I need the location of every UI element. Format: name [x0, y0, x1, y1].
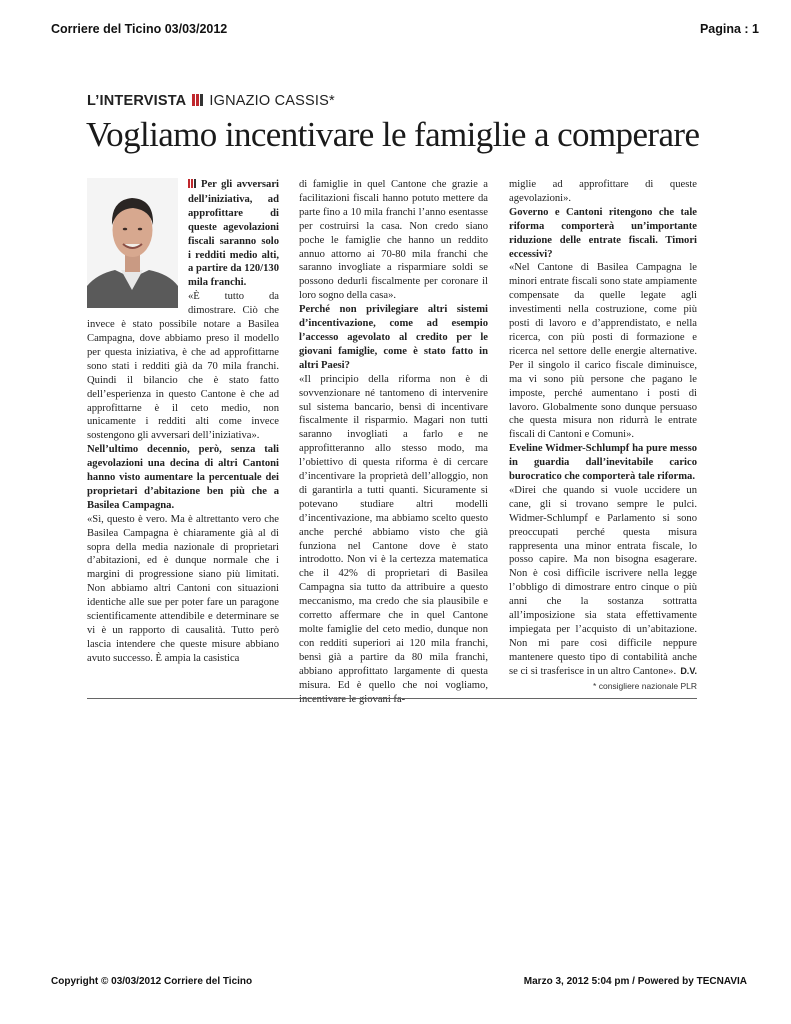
answer-2: «Sì, questo è vero. Ma è altrettanto vero che Basilea Campagna è chiaramente già al di sopra della media nazionale di proprietari d’abitazioni, ed è dunque normale che i margini di progressione siano più limitati. Non abbiamo altri Cantoni con situazioni identiche alle sue per poter fare un paragone scientificamente attendibile e determinare se vi è un rapporto di causalità. Tutto però lascia intendere che queste misure abbiano avuto successo. È ampia la casistica	[87, 513, 279, 664]
article-column-1	[87, 178, 279, 666]
answer-1: «È tutto da dimostrare. Ciò che invece è stato possibile notare a Basilea Campagna, dove abbiamo preso il modello per questa iniziativa, è che ad approfittarne sono stati i redditi già da 70 mila franchi. Quindi il bilancio che è stato fatto dell’esperienza in questo Cantone è che ad approfittarne è il ceto medio, non unicamente i redditi alti come invece sostengono gli avversari dell’iniziativa».	[87, 291, 279, 442]
page-number: Pagina : 1	[699, 22, 759, 36]
powered-by-text: Marzo 3, 2012 5:04 pm / Powered by TECNAVIA	[523, 976, 747, 987]
answer-3-continued: miglie ad approfittare di queste agevolazioni».	[509, 179, 697, 204]
footnote: * consigliere nazionale PLR	[593, 680, 697, 691]
answer-5	[509, 484, 697, 679]
page-footer	[51, 976, 747, 992]
answer-5-text: «Direi che quando si vuole uccidere un cane, gli si trovano sempre le pulci. Widmer-Schlumpf e Parlamento si sono preoccupati perché questa misura rappresenta una minor entrata fiscale, lo posso capire. Ma non bisogna esagerare. Non è così difficile iscrivere nella legge l’obbligo di dimostrare entro cinque o più anni che la sostanza sottratta all’imposizione sia stata effettivamente impiegata per l’acquisto di un’abitazione. Non mi pare così difficile neppure mantenere questo tipo di contabilità anche se ci si trasferisce in un altro Cantone».	[509, 484, 697, 677]
kicker-bars-icon	[192, 94, 204, 110]
answer-4: «Nel Cantone di Basilea Campagna le minori entrate fiscali sono state ampiamente compensate da quelle legate agli investimenti nella costruzione, come più posti di lavoro e d’apprendistato, e nella ricerca, con più posti di formazione e ricerca nel settore delle energie alternative. Per il singolo il carico fiscale diminuisce, ma vi sono più persone che pagano le imposte, perché aumentano i posti di lavoro. Globalmente sono dunque persuaso che questa misura non ridurrà le entrate fiscali di Cantoni e Comuni».	[509, 262, 697, 441]
section-label: L’INTERVISTA	[87, 93, 187, 109]
question-5: Eveline Widmer-Schlumpf ha pure messo in guardia dall’inevitabile carico burocratico che comporterà tale riforma.	[509, 443, 697, 483]
question-3: Perché non privilegiare altri sistemi d’incentivazione, come ad esempio l’accesso agevolato al credito per le giovani famiglie, come è stato fatto in altri Paesi?	[299, 304, 488, 371]
interviewee-name: IGNAZIO CASSIS*	[209, 93, 335, 109]
answer-3: «Il principio della riforma non è di sovvenzionare né tantomeno di intervenire sul sistema bancario, bensì di incentivare fiscalmente il risparmio. Magari non tutti saranno invogliati a farlo e ne approfitteranno allo stesso modo, ma l’obiettivo di questa riforma è di cercare d’incentivare la proprietà dell’alloggio, non di garantirla a tutti quanti. Sicuramente si potevano studiare altri modelli d’incentivazione, ma abbiamo scelto questo anche perché abbiamo visto che già funziona nel Cantone dove è stato introdotto. Non vi è la certezza matematica che il 42% di proprietari di Basilea Campagna sia tutto da attribuire a questo meccanismo, ma credo che sia plausibile e corretto affermare che in quel Cantone molte famiglie del ceto medio, dunque non con redditi superiori ai 120 mila franchi, bensì già a partire da 80 mila franchi, abbiano approfittato largamente di questa misura. Ed è quello che noi vogliamo, incentivare le giovani fa-	[299, 373, 488, 705]
question-4: Governo e Cantoni ritengono che tale riforma comporterà un’importante riduzione delle entrate fiscali. Timori eccessivi?	[509, 206, 697, 260]
question-2: Nell’ultimo decennio, però, senza tali agevolazioni una decina di altri Cantoni hanno visto aumentare la percentuale dei proprietari d’abitazione ben più che a Basilea Campagna.	[87, 444, 279, 511]
article-headline: Vogliamo incentivare le famiglie a comperare	[86, 115, 700, 154]
article-kicker	[87, 93, 335, 110]
article-column-2	[299, 178, 488, 706]
lead-bars-icon	[188, 179, 197, 193]
article-column-3	[509, 178, 697, 694]
page-header	[51, 22, 759, 38]
question-1: Per gli avversari dell’iniziativa, ad approfittare di queste agevolazioni fiscali saranno solo i redditi medio alti, a partire da 120/130 mila franchi.	[188, 179, 279, 289]
copyright-text: Copyright © 03/03/2012 Corriere del Ticino	[51, 976, 253, 987]
author-signature: D.V.	[680, 665, 697, 676]
answer-2-continued: di famiglie in quel Cantone che grazie a facilitazioni fiscali hanno potuto mettere da parte fino a 10 mila franchi l’anno esentasse per costruirsi la casa. Non credo siano poche le famiglie che hanno un reddito annuo attorno ai 70-80 mila franchi che saranno invogliate a risparmiare soldi se possono dedurli fiscalmente per coronare il loro sogno della casa».	[299, 179, 488, 302]
newspaper-date: Corriere del Ticino 03/03/2012	[51, 22, 228, 36]
article-bottom-rule	[87, 698, 697, 699]
portrait-photo	[87, 178, 178, 308]
